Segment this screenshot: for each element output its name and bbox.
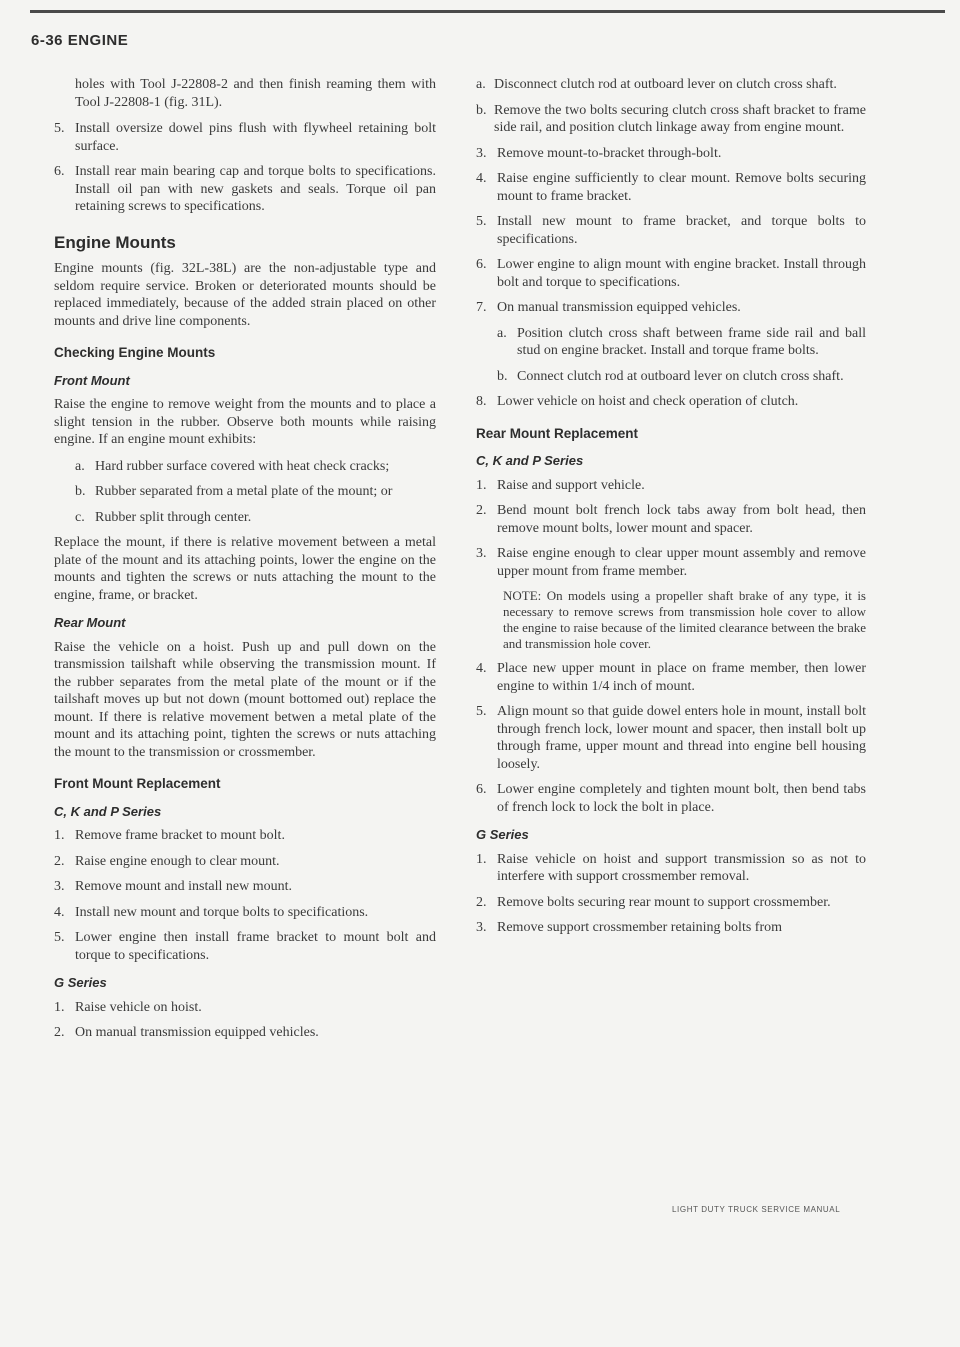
item-text: Raise engine enough to clear upper mount assembly and remove upper mount from frame member. [497,546,866,579]
item-number: 4. [476,171,487,186]
subsection-title-front-replacement: Front Mount Replacement [54,776,221,791]
ckp-steps [54,827,436,964]
heading-ckp-series: C, K and P Series [54,803,162,819]
item-text: Raise vehicle on hoist. [75,999,202,1015]
g-rear-steps [476,851,866,937]
item-number: b. [476,102,487,118]
heading-front-mount: Front Mount [54,372,130,388]
item-text: Position clutch cross shaft between frame side rail and ball stud on engine bracket. Install and torque frame bolts. [517,325,866,358]
item-number: 3. [476,145,487,161]
front-mount-paragraph: Raise the engine to remove weight from the mounts and to place a slight tension in the rubber. Observe both mounts while raising engine. If an engine mount exhibits: [54,397,436,447]
ckp-rear-steps-b [476,660,866,816]
list-item [476,703,866,773]
list-item [54,1024,436,1042]
item-number: 1. [54,828,65,843]
list-item [54,120,436,155]
list-item [476,170,866,205]
list-item [476,102,866,137]
item-number: 5. [54,930,65,945]
heading-g-series-rear: G Series [476,827,529,842]
list-item [476,502,866,537]
item-number: 6. [476,782,487,797]
item-number: 2. [54,1025,65,1040]
item-number: a. [497,325,507,341]
list-item [476,76,866,94]
list-item [497,368,866,386]
subsection-title-rear-replacement: Rear Mount Replacement [476,425,639,441]
replace-paragraph: Replace the mount, if there is relative movement between a metal plate of the mount and its attaching points, lower the engine on the mounts and tighten the screws or nuts attaching the mount to the engine, frame, or bracket. [54,535,436,603]
rear-mount-paragraph: Raise the vehicle on a hoist. Push up and pull down on the transmission tailshaft while observing the transmission mount. If the rubber separates from the metal plate of the mount or if the tailshaft moves up but not down (mount bottomed out) replace the mount. If there is relative movement betwen a metal plate of the mount and its attaching point, tighten the screws or nuts attaching the mount to the transmission or crossmember. [54,639,436,760]
list-item [54,827,436,845]
item-number: 7. [476,300,487,315]
list-item [54,904,436,922]
item-number: a. [476,77,486,92]
item-text: Rubber separated from a metal plate of the mount; or [95,484,393,499]
item-text: Install new mount and torque bolts to specifications. [75,904,369,920]
list-item [54,878,436,896]
exhibits-list [75,458,436,527]
page-header: 6-36 ENGINE [31,32,129,49]
item-text: Raise and support vehicle. [497,477,645,493]
item-number: 2. [476,503,487,518]
item-text: Lower engine completely and tighten mount bolt, then bend tabs of french lock to lock the bolt in place. [497,782,866,815]
list-item [476,851,866,886]
item-text: Remove mount-to-bracket through-bolt. [497,145,722,161]
item-number: 1. [54,999,65,1015]
list-item [54,999,436,1017]
list-item [476,477,866,495]
item-text: Align mount so that guide dowel enters hole in mount, install bolt through french lock, lower mount and spacer, then install bolt up through frame, upper mount and thread into engine bell housing loosely. [497,704,866,772]
note-paragraph: NOTE: On models using a propeller shaft brake of any type, it is necessary to remove screws from transmission hole cover to allow the engine to raise because of the limited clearance between the brake and transmission hole cover. [503,588,866,651]
list-item [476,660,866,695]
item-text: Lower engine to align mount with engine bracket. Install through bolt and torque to specifications. [497,257,866,290]
list-item [476,213,866,248]
engine-mounts-paragraph: Engine mounts (fig. 32L-38L) are the non-adjustable type and seldom require service. Broken or deteriorated mounts should be replaced immediately, because of the added strain placed on other mounts and drive line components. [54,261,436,329]
item-number: 3. [476,546,487,561]
g-steps-continued [476,145,866,317]
list-item [54,929,436,964]
item-text: Raise engine enough to clear mount. [75,853,280,869]
item-number: 8. [476,394,487,409]
item-number: 6. [54,164,65,179]
heading-ckp-series-rear: C, K and P Series [476,453,584,468]
item-number: 4. [54,904,65,920]
list-item [75,509,436,527]
list-item [476,256,866,291]
item-text: Remove bolts securing rear mount to support crossmember. [497,894,831,910]
item-number: 2. [476,894,487,910]
item-number: c. [75,509,85,525]
ckp-rear-steps-a [476,477,866,581]
item-text: Bend mount bolt french lock tabs away from bolt head, then remove mount bolts, lower mount and spacer. [497,503,866,536]
item-text: On manual transmission equipped vehicles. [497,300,741,315]
item-number: 6. [476,257,487,272]
g-steps [54,999,436,1042]
item-number: 5. [54,121,65,136]
item-text: Place new upper mount in place on frame member, then lower engine to within 1/4 inch of mount. [497,661,866,694]
item-number: 1. [476,851,487,867]
list-item [54,163,436,216]
item-text: Disconnect clutch rod at outboard lever on clutch cross shaft. [494,77,837,92]
item-text: Hard rubber surface covered with heat check cracks; [95,458,390,474]
list-item [476,545,866,580]
item-number: 4. [476,661,487,676]
page-footer: LIGHT DUTY TRUCK SERVICE MANUAL [672,1205,841,1214]
item-text: Remove mount and install new mount. [75,879,292,894]
section-title-engine-mounts: Engine Mounts [54,232,176,252]
item-text: Remove support crossmember retaining bolts from [497,920,782,935]
item-number: 3. [54,879,65,894]
item-text: Remove frame bracket to mount bolt. [75,828,285,843]
item-number: b. [75,484,86,499]
right-column [476,76,866,945]
item-text: Raise vehicle on hoist and support transmission so as not to interfere with support crossmember removal. [497,851,866,884]
list-item [75,483,436,501]
item-text: Remove the two bolts securing clutch cross shaft bracket to frame side rail, and position clutch linkage away from engine mount. [494,102,866,135]
item-text: Connect clutch rod at outboard lever on clutch cross shaft. [517,368,844,384]
item-text: Rubber split through center. [95,509,252,525]
list-item [54,853,436,871]
heading-g-series: G Series [54,975,107,990]
item-number: 3. [476,920,487,935]
steps-top [54,120,436,216]
item-text: Install rear main bearing cap and torque bolts to specifications. Install oil pan with new gaskets and seals. Torque oil pan retaining screws to specifications. [75,164,436,214]
item-number: a. [75,458,85,474]
list-item [497,325,866,360]
heading-rear-mount: Rear Mount [54,615,126,630]
list-item [476,781,866,816]
item-text: Install oversize dowel pins flush with flywheel retaining bolt surface. [75,121,436,154]
manual-trans-substeps [497,325,866,386]
list-item [476,393,866,411]
list-item [476,919,866,937]
item-number: 1. [476,477,487,493]
item-number: 2. [54,853,65,869]
item-text: Lower engine then install frame bracket to mount bolt and torque to specifications. [75,930,436,963]
list-item [75,458,436,476]
list-item [476,894,866,912]
item-number: 5. [476,704,487,719]
item-text: Install new mount to frame bracket, and torque bolts to specifications. [497,214,866,247]
continued-paragraph: holes with Tool J-22808-2 and then finish reaming them with Tool J-22808-1 (fig. 31L). [75,77,436,110]
subsection-title-checking: Checking Engine Mounts [54,345,216,360]
item-number: b. [497,368,508,384]
top-rule [30,10,945,13]
item-text: Lower vehicle on hoist and check operation of clutch. [497,394,799,409]
item-number: 5. [476,214,487,229]
item-text: On manual transmission equipped vehicles. [75,1025,319,1040]
list-item [476,299,866,317]
item-text: Raise engine sufficiently to clear mount. Remove bolts securing mount to frame bracket. [497,171,866,204]
clutch-substeps [476,76,866,137]
left-column [54,76,436,1050]
list-item [476,145,866,163]
